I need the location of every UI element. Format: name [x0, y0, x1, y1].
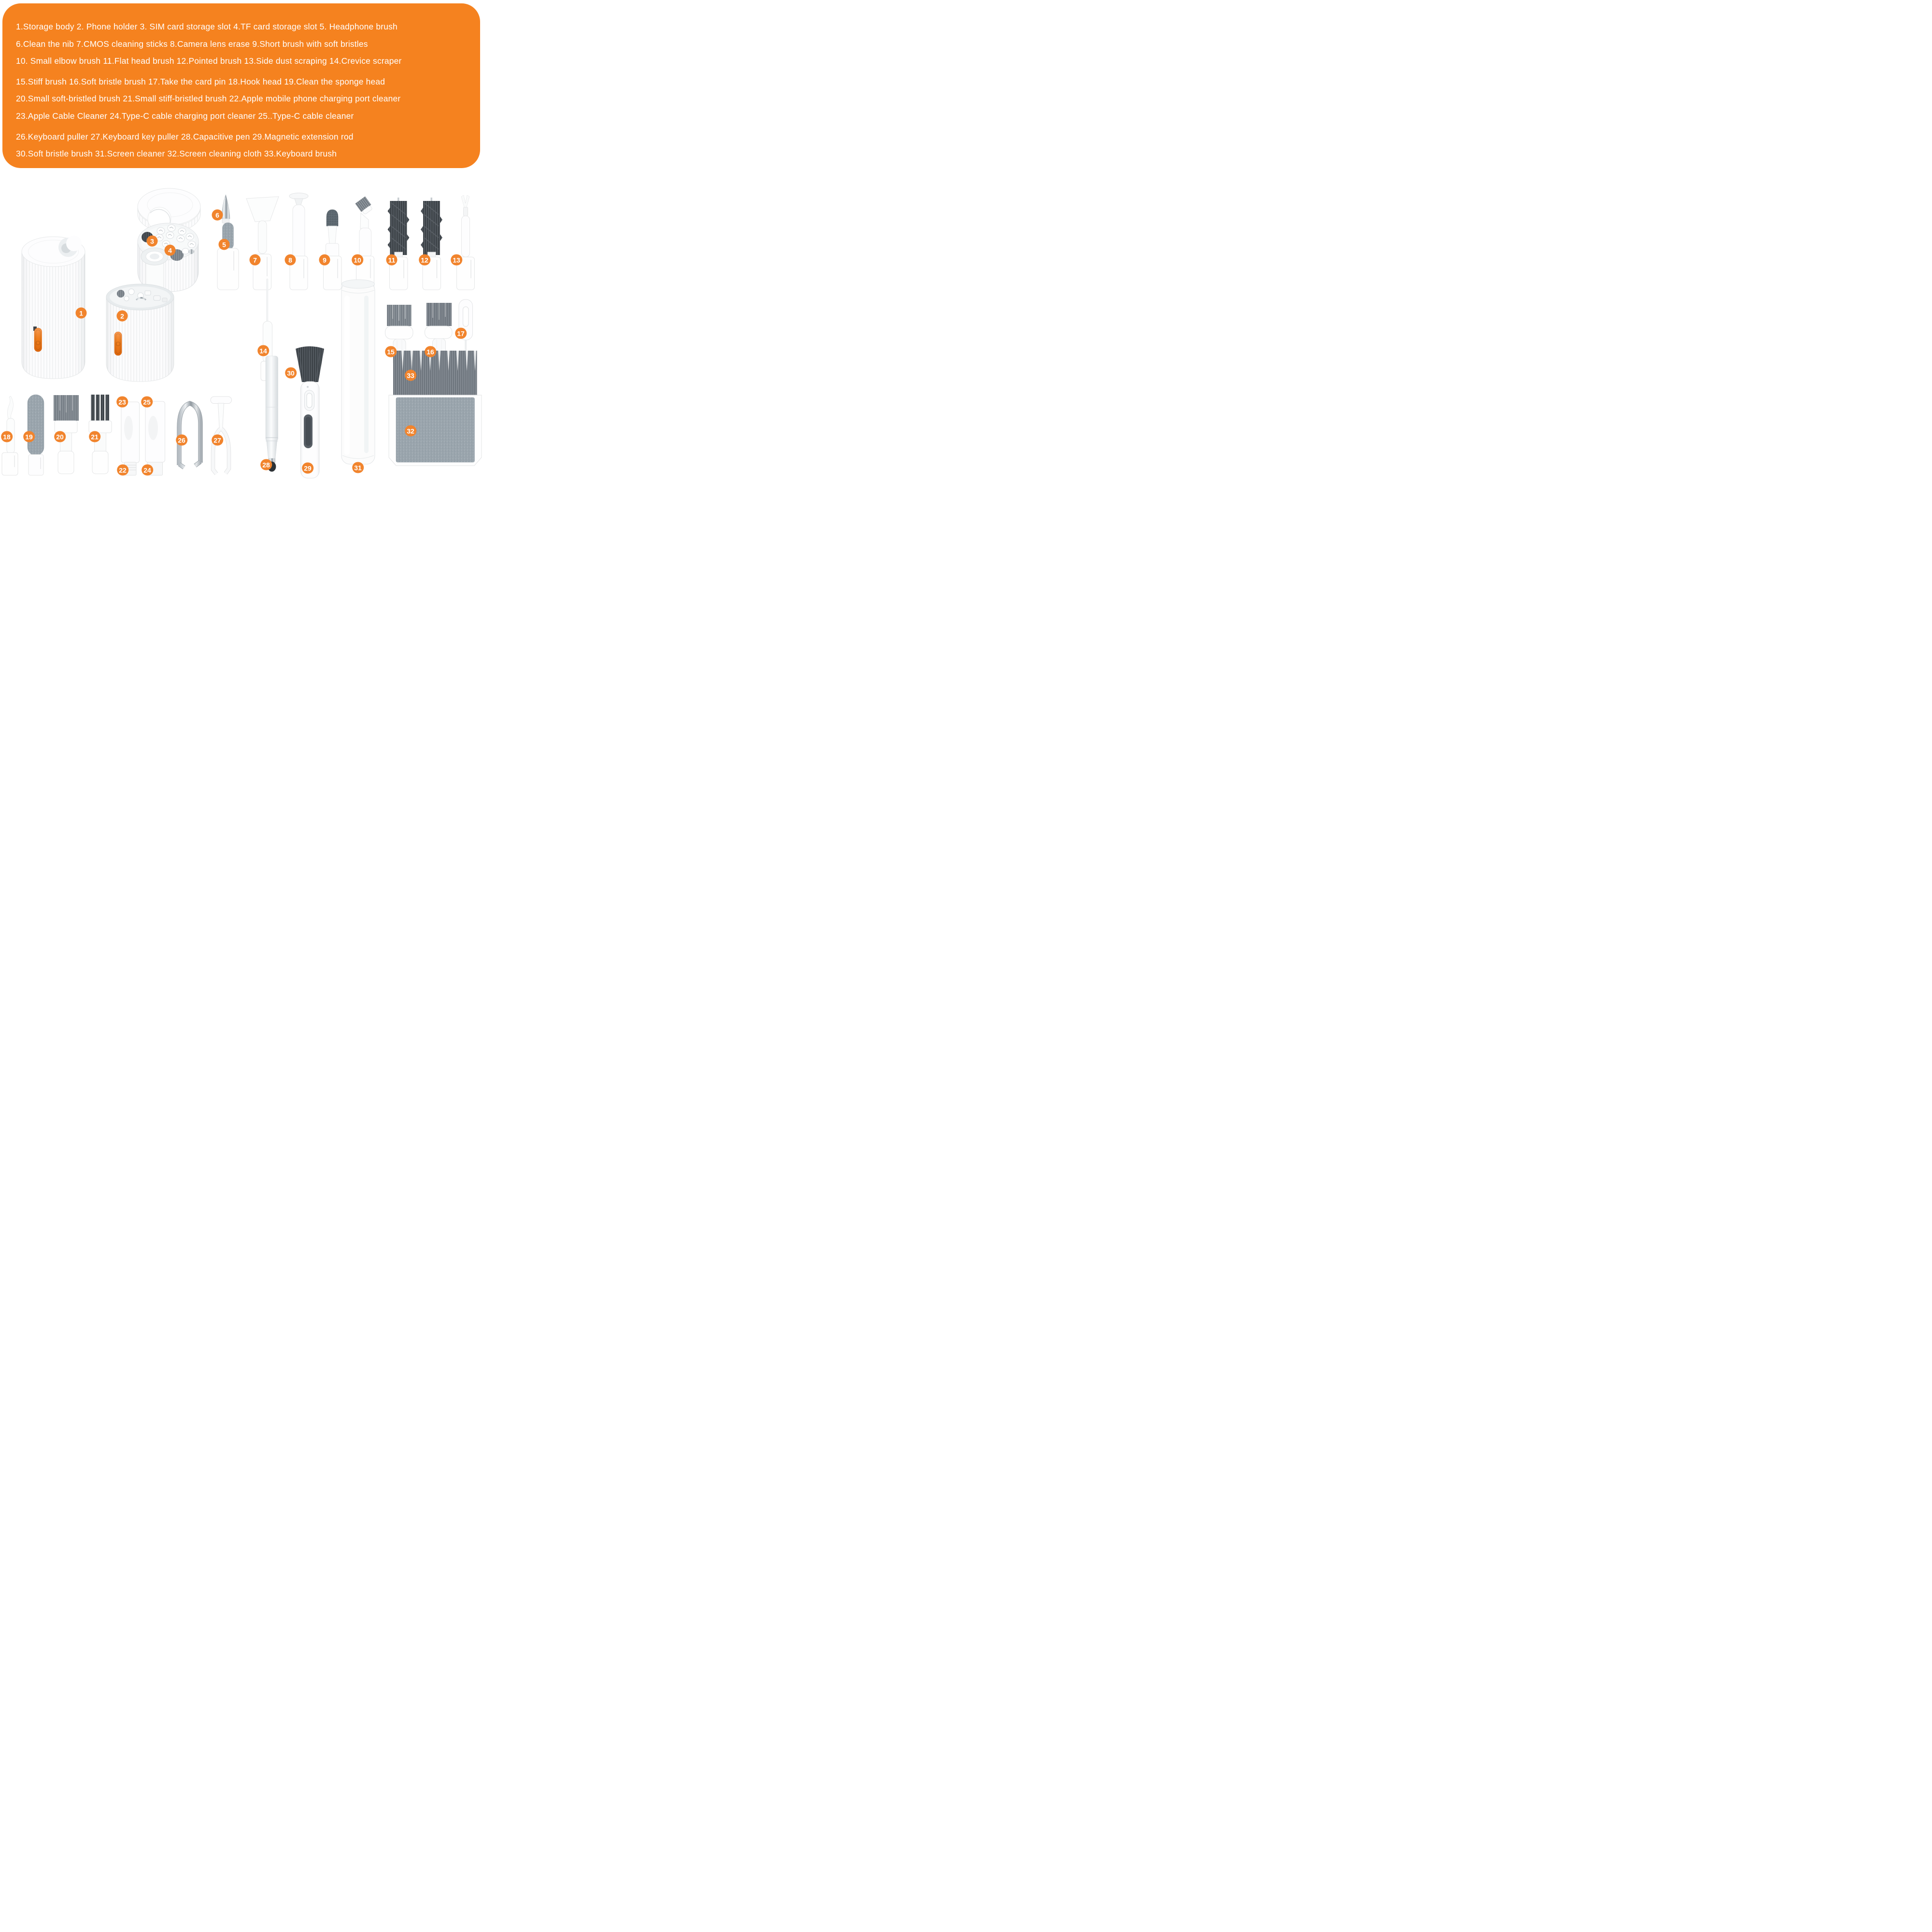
product-infographic [0, 0, 483, 483]
clean-nib-tip [222, 195, 230, 219]
badge-24: 24 [142, 465, 153, 476]
badge-25: 25 [141, 397, 153, 408]
badge-9: 9 [319, 255, 330, 266]
badge-19: 19 [23, 431, 35, 442]
badge-4: 4 [165, 245, 176, 256]
badge-28: 28 [260, 459, 272, 470]
badge-8: 8 [285, 255, 296, 266]
legend-line-6: 23.Apple Cable Cleaner 24.Type-C cable charging port cleaner 25..Type-C cable cleaner [16, 111, 354, 121]
badge-14: 14 [257, 345, 269, 356]
tool-capacitive-pen [266, 356, 278, 472]
badge-6: 6 [212, 210, 223, 221]
legend-line-2: 6.Clean the nib 7.CMOS cleaning sticks 8.Camera lens erase 9.Short brush with soft bristles [16, 39, 368, 49]
badge-26: 26 [176, 435, 187, 446]
legend-line-1: 1.Storage body 2. Phone holder 3. SIM card storage slot 4.TF card storage slot 5. Headphone brush [16, 22, 398, 31]
badge-2: 2 [117, 311, 128, 322]
badge-7: 7 [250, 255, 261, 266]
tool-elbow-brush [355, 197, 374, 290]
badge-17: 17 [455, 328, 467, 339]
legend-line-5: 20.Small soft-bristled brush 21.Small stiff-bristled brush 22.Apple mobile phone charging port cleaner [16, 94, 401, 104]
badge-12: 12 [419, 255, 430, 266]
legend-line-8: 30.Soft bristle brush 31.Screen cleaner 32.Screen cleaning cloth 33.Keyboard brush [16, 149, 337, 159]
tool-lens-eraser [289, 193, 308, 290]
badge-5: 5 [219, 239, 230, 250]
badge-23: 23 [116, 397, 128, 408]
tool-extension-rod-brush [296, 346, 324, 478]
tool-spiral-brush-pointed [421, 198, 442, 290]
legend-line-7: 26.Keyboard puller 27.Keyboard key puller 28.Capacitive pen 29.Magnetic extension rod [16, 131, 354, 142]
badge-22: 22 [117, 465, 128, 476]
tool-keyboard-brush-cloth [389, 351, 482, 466]
tool-sponge-tip [324, 210, 342, 290]
badge-16: 16 [425, 346, 436, 357]
storage-body-open [106, 284, 174, 382]
badge-20: 20 [54, 431, 66, 442]
storage-body-closed [22, 236, 85, 379]
legend-line-3: 10. Small elbow brush 11.Flat head brush 12.Pointed brush 13.Side dust scraping 14.Crevice scraper [16, 56, 402, 66]
badge-1: 1 [76, 308, 87, 319]
slider-switch-1 [34, 328, 42, 352]
legend-banner [2, 3, 480, 168]
badge-11: 11 [386, 255, 398, 266]
badge-27: 27 [212, 435, 223, 446]
badge-15: 15 [385, 346, 397, 357]
badge-32: 32 [405, 426, 416, 437]
tool-screen-cleaner-bottle [341, 280, 375, 464]
tool-side-dust-scraper [457, 195, 475, 290]
badge-29: 29 [302, 463, 313, 474]
tool-cmos-scraper [246, 197, 279, 290]
badge-10: 10 [352, 255, 363, 266]
badge-3: 3 [147, 236, 158, 247]
badge-13: 13 [451, 255, 462, 266]
badge-18: 18 [1, 431, 13, 442]
badge-21: 21 [89, 431, 100, 442]
badge-30: 30 [285, 368, 297, 379]
badge-33: 33 [405, 370, 416, 381]
legend-line-4: 15.Stiff brush 16.Soft bristle brush 17.Take the card pin 18.Hook head 19.Clean the sponge head [16, 76, 385, 86]
badge-31: 31 [352, 462, 364, 473]
slider-switch-2 [114, 332, 122, 355]
inner-tray [138, 223, 199, 292]
tool-spiral-brush-flat [388, 198, 410, 290]
